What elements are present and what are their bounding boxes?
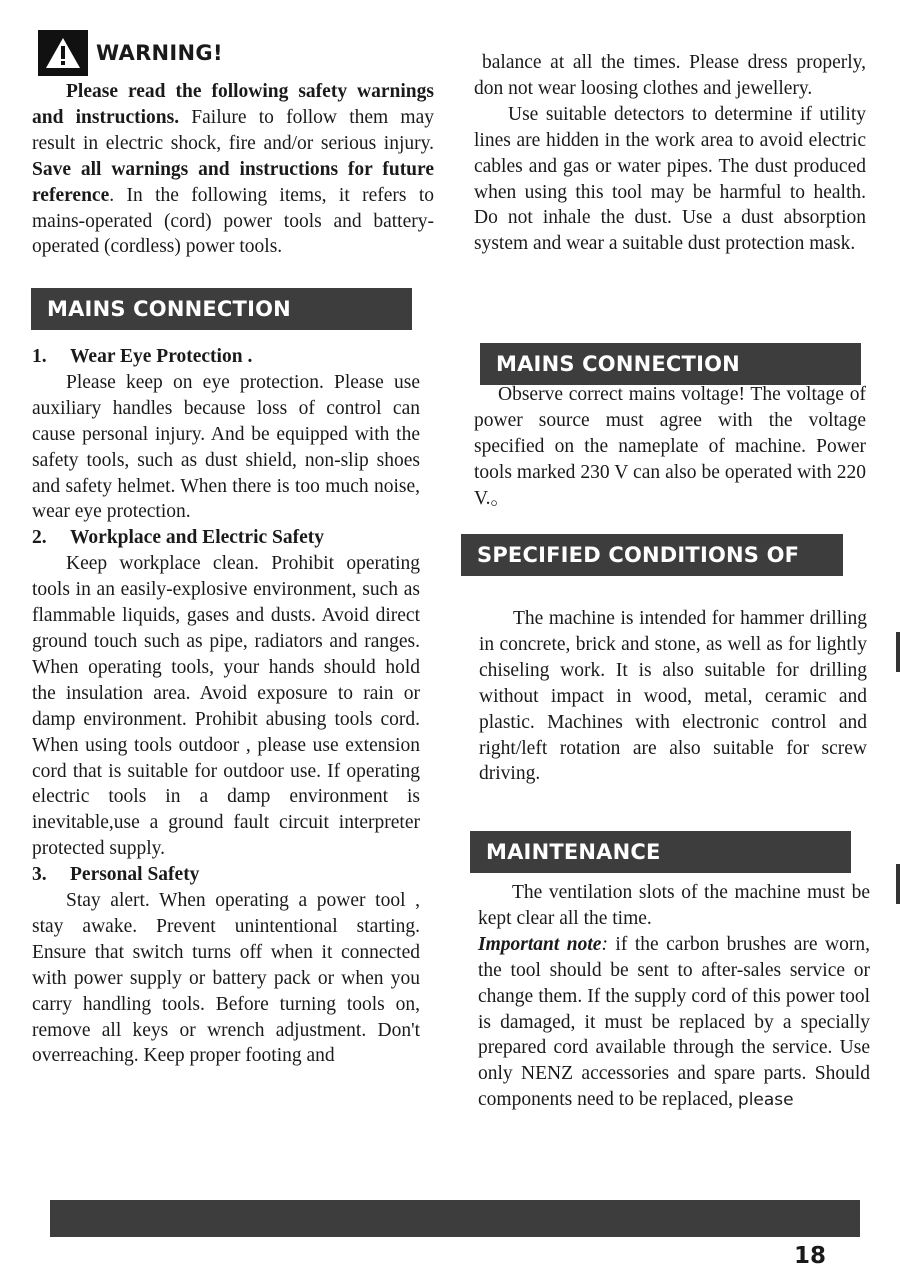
warning-bold-save: Save all warnings and instructions for future reference bbox=[32, 158, 434, 206]
edge-mark-top bbox=[896, 632, 900, 672]
paragraph-workplace-safety: Keep workplace clean. Prohibit operating tools in an easily-explosive environment, such as flammable liquids, gases and dusts. Avoid direct ground touch such as pipe, radiators and ranges. When operating tools, your hands should hold the insulation area. Avoid exposure to rain or damp environment. Prohibit abusing tools cord. When using tools outdoor , please use extension cord that is suitable for outdoor use. If operating electric tools in a damp environment is inevitable,use a ground fault circuit interpreter protected supply. bbox=[32, 553, 420, 860]
right-column-conditions bbox=[479, 606, 867, 787]
section-title: MAINTENANCE bbox=[486, 840, 661, 864]
paragraph-detectors: Use suitable detectors to determine if utility lines are hidden in the work area to avoid electric cables and gas or water pipes. The dust produced when using this tool may be harmful to health. Do not inhale the dust. Use a dust absorption system and wear a suitable dust protection mask. bbox=[474, 103, 866, 255]
warning-bold-lead: Please read the following safety warnings and instructions. bbox=[32, 81, 434, 128]
section-title: SPECIFIED CONDITIONS OF USE bbox=[477, 543, 800, 609]
warning-triangle-icon bbox=[38, 30, 88, 76]
section-maintenance bbox=[470, 831, 851, 873]
heading-personal-safety: 3. Personal Safety bbox=[32, 864, 200, 886]
section-mains-connection-left bbox=[31, 288, 412, 330]
section-specified-conditions bbox=[461, 534, 843, 609]
footer-bar bbox=[50, 1200, 860, 1237]
left-column bbox=[32, 79, 434, 260]
warning-title: WARNING! bbox=[96, 41, 223, 65]
paragraph-voltage: Observe correct mains voltage! The voltage of power source must agree with the voltage specified on the nameplate of machine. Power tools marked 230 V can also be operated with 220 V.。 bbox=[474, 384, 866, 509]
right-column-maintenance bbox=[478, 880, 870, 1114]
warning-text: Failure to follow them may result in electric shock, fire and/or serious injury. bbox=[32, 106, 434, 154]
paragraph-conditions: The machine is intended for hammer drilling in concrete, brick and stone, as well as for lightly chiseling work. It is also suitable for drilling without impact in wood, metal, ceramic and plastic. Machines with electronic control and right/left rotation are also suitable for screw driving. bbox=[479, 608, 867, 785]
right-column-top bbox=[474, 50, 866, 257]
paragraph-ventilation: The ventilation slots of the machine must be kept clear all the time. bbox=[478, 882, 870, 929]
page-number: 18 bbox=[794, 1243, 827, 1269]
paragraph-important-note: Important note: if the carbon brushes are worn, the tool should be sent to after-sales service or change them. If the supply cord of this power tool is damaged, it must be replaced by a specially prepared cord available through the service. Use only NENZ accessories and spare parts. Should components need to be replaced, please bbox=[478, 933, 870, 1111]
section-title: MAINS CONNECTION bbox=[496, 352, 740, 376]
paragraph-personal-safety: Stay alert. When operating a power tool , stay awake. Prevent unintentional starting. Ensure that switch turns off when it connected with power supply or battery pack or when you carry handling tools. Before turning tools on, remove all keys or wrench adjustment. Don't overreaching. Keep proper footing and bbox=[32, 890, 420, 1067]
heading-eye-protection: 1. Wear Eye Protection . bbox=[32, 346, 253, 367]
warning-text-2: . In the following items, it refers to mains-operated (cord) power tools and battery-operated (cordless) power tools. bbox=[32, 184, 434, 258]
left-column-body bbox=[32, 344, 420, 1069]
important-note-label: Important note bbox=[478, 933, 602, 955]
section-title: MAINS CONNECTION bbox=[47, 297, 291, 321]
warning-paragraph bbox=[32, 79, 434, 260]
important-note-text: if the carbon brushes are worn, the tool should be sent to after-sales service or change them. If the supply cord of this power tool is damaged, it must be replaced by a specially prepared cord available through the service. Use only NENZ accessories and spare parts. Should components need to be replaced, bbox=[478, 933, 870, 1111]
section-mains-connection-right bbox=[480, 343, 861, 385]
important-note-tail: please bbox=[737, 1090, 794, 1111]
heading-workplace-safety: 2. Workplace and Electric Safety bbox=[32, 527, 325, 549]
paragraph-eye-protection: Please keep on eye protection. Please use auxiliary handles because loss of control can cause personal injury. And be equipped with the safety tools, such as dust shield, non-slip shoes and safety helmet. When there is too much noise, wear eye protection. bbox=[32, 371, 420, 523]
paragraph-balance: balance at all the times. Please dress properly, don not wear loosing clothes and jewellery. bbox=[474, 52, 866, 99]
right-column-voltage bbox=[474, 382, 866, 512]
warning-header bbox=[38, 30, 223, 76]
edge-mark-bottom bbox=[896, 864, 900, 904]
